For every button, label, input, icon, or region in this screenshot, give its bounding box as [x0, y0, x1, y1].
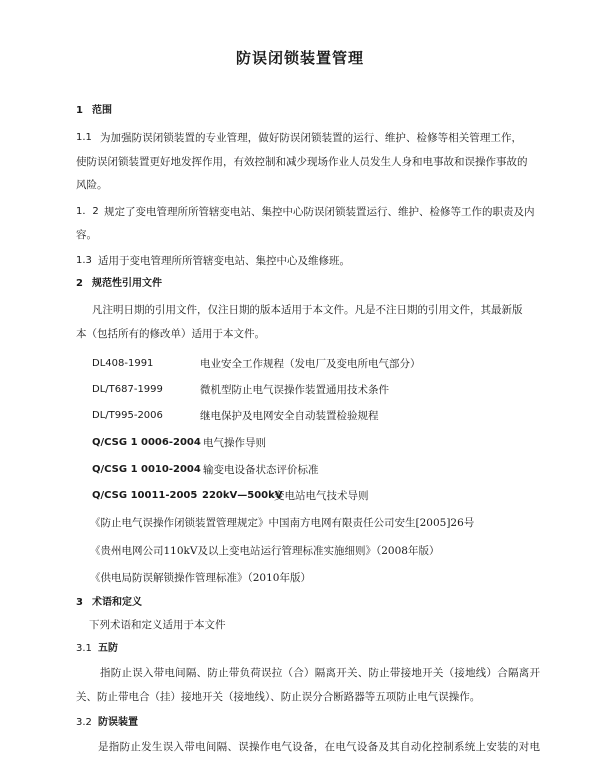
clause-1-2-line-1: 规定了变电管理所所管辖变电站、集控中心防误闭锁装置运行、维护、检修等工作的职责及内: [104, 206, 535, 218]
page-title: 防误闭锁装置管理: [235, 49, 364, 67]
ref-1-code: DL408-1991: [92, 358, 154, 369]
ref-3-code: DL/T995-2006: [92, 410, 163, 421]
section-1-title: 范围: [92, 105, 112, 116]
ref-1-name: 电业安全工作规程（发电厂及变电所电气部分）: [200, 358, 421, 370]
clause-1-1-line-1: 为加强防误闭锁装置的专业管理，做好防误闭锁装置的运行、维护、检修等相关管理工作，: [100, 132, 522, 144]
ref-4-name: 电气操作导则: [203, 437, 266, 449]
clause-1-1-line-2: 使防误闭锁装置更好地发挥作用，有效控制和减少现场作业人员发生人身和电事故和误操作事故的: [76, 156, 528, 168]
section-2-number: 2: [76, 278, 83, 289]
clause-1-1-line-3: 风险。: [76, 179, 108, 191]
ref-doc-3: 《供电局防误解锁操作管理标准》（2010年版）: [90, 572, 311, 584]
section-2-title: 规范性引用文件: [92, 278, 162, 289]
clause-1-1-number: 1.1: [76, 132, 92, 143]
clause-1-2-number: 1．2: [76, 206, 99, 217]
ref-doc-1: 《防止电气误操作闭锁装置管理规定》中国南方电网有限责任公司安生[2005]26号: [90, 517, 475, 529]
ref-3-name: 继电保护及电网安全自动装置检验规程: [200, 410, 379, 422]
section-2-intro-line-1: 凡注明日期的引用文件，仅注日期的版本适用于本文件。凡是不注日期的引用文件，其最新版: [92, 304, 523, 316]
ref-5-name: 输变电设备状态评价标准: [203, 464, 319, 476]
clause-1-2-line-2: 容。: [76, 229, 97, 241]
ref-2-name: 微机型防止电气误操作装置通用技术条件: [200, 384, 389, 396]
section-3-intro: 下列术语和定义适用于本文件: [89, 619, 226, 631]
section-3-title: 术语和定义: [92, 597, 142, 608]
section-2-intro-line-2: 本（包括所有的修改单）适用于本文件。: [76, 328, 265, 340]
section-3-number: 3: [76, 597, 83, 608]
section-1-number: 1: [76, 105, 83, 116]
term-3-1-title: 五防: [98, 643, 118, 654]
ref-6-code: Q/CSG 10011-2005: [92, 490, 198, 501]
ref-6-voltage: 220kV—500kV: [202, 490, 283, 501]
term-3-1-line-1: 指防止误入带电间隔、防止带负荷误拉（合）隔离开关、防止带接地开关（接地线）合隔离开: [100, 667, 540, 679]
clause-1-3-text: 适用于变电管理所所管辖变电站、集控中心及维修班。: [98, 255, 350, 267]
term-3-2-line-1: 是指防止发生误入带电间隔、误操作电气设备，在电气设备及其自动化控制系统上安装的对电: [98, 741, 540, 753]
ref-6-name: 变电站电气技术导则: [274, 490, 369, 502]
term-3-2-number: 3.2: [76, 717, 92, 728]
term-3-1-line-2: 关、防止带电合（挂）接地开关（接地线）、防止误分合断路器等五项防止电气误操作。: [76, 691, 481, 703]
term-3-1-number: 3.1: [76, 643, 92, 654]
ref-doc-2: 《贵州电网公司110kV及以上变电站运行管理标准实施细则》（2008年版）: [90, 545, 440, 557]
clause-1-3-number: 1.3: [76, 255, 92, 266]
term-3-2-title: 防误装置: [98, 717, 138, 728]
ref-2-code: DL/T687-1999: [92, 384, 163, 395]
ref-5-code: Q/CSG 1 0010-2004: [92, 464, 201, 475]
ref-4-code: Q/CSG 1 0006-2004: [92, 437, 201, 448]
